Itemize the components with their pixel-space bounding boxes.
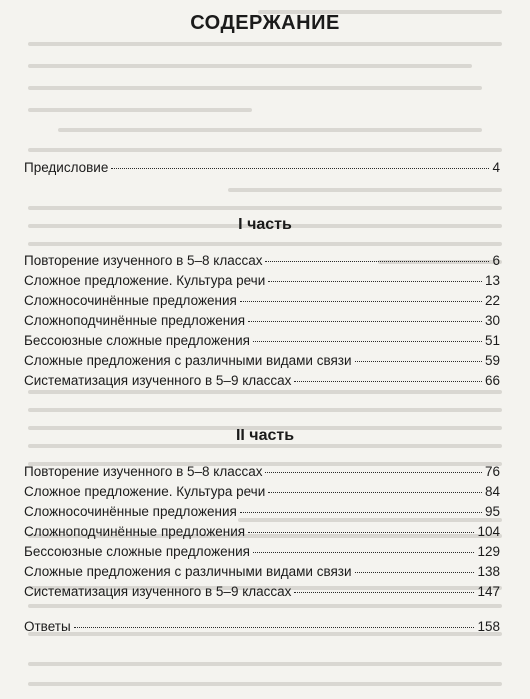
page-title: СОДЕРЖАНИЕ <box>190 12 340 34</box>
toc-entry-label: Сложное предложение. Культура речи <box>24 273 266 288</box>
dot-leader <box>294 592 474 593</box>
toc-entry-label: Сложноподчинённые предложения <box>24 524 246 539</box>
dot-leader <box>240 301 482 302</box>
toc-page-number: 66 <box>484 373 500 388</box>
toc-entry-label: Повторение изученного в 5–8 классах <box>24 464 263 479</box>
toc-page-number: 129 <box>477 544 500 559</box>
toc-entry[interactable] <box>24 543 500 561</box>
toc-entry[interactable] <box>24 503 500 521</box>
toc-entry-label: Сложносочинённые предложения <box>24 293 237 308</box>
toc-entry[interactable] <box>24 272 500 290</box>
toc-page-number: 13 <box>484 273 500 288</box>
toc-entry-label: Ответы <box>24 619 71 634</box>
toc-entry-label: Сложное предложение. Культура речи <box>24 484 266 499</box>
toc-entry-label: Систематизация изученного в 5–9 классах <box>24 373 292 388</box>
toc-entry-label: Бессоюзные сложные предложения <box>24 544 250 559</box>
toc-page-number: 95 <box>484 504 500 519</box>
toc-entry-label: Повторение изученного в 5–8 классах <box>24 253 263 268</box>
toc-page-number: 104 <box>477 524 500 539</box>
toc-entry-label: Систематизация изученного в 5–9 классах <box>24 584 292 599</box>
toc-entry-label: Сложные предложения с различными видами связи <box>24 353 352 368</box>
toc-page-number: 4 <box>492 160 500 175</box>
dot-leader <box>294 381 482 382</box>
dot-leader <box>268 281 482 282</box>
toc-page-number: 6 <box>492 253 500 268</box>
toc-entry[interactable] <box>24 583 500 601</box>
toc-entry[interactable] <box>24 463 500 481</box>
toc-entry-label: Бессоюзные сложные предложения <box>24 333 250 348</box>
toc-entry-label: Сложноподчинённые предложения <box>24 313 246 328</box>
dot-leader <box>248 321 482 322</box>
part-1-title: I часть <box>238 216 292 233</box>
toc-entry[interactable] <box>24 332 500 350</box>
dot-leader <box>74 627 475 628</box>
toc-entry[interactable] <box>24 252 500 270</box>
toc-page-number: 138 <box>477 564 500 579</box>
toc-entry-answers[interactable] <box>24 618 500 636</box>
dot-leader <box>355 361 482 362</box>
toc-page-number: 76 <box>484 464 500 479</box>
toc-entry[interactable] <box>24 352 500 370</box>
dot-leader <box>240 512 482 513</box>
toc-page-number: 147 <box>477 584 500 599</box>
toc-page-number: 59 <box>484 353 500 368</box>
toc-page-number: 84 <box>484 484 500 499</box>
dot-leader <box>111 168 489 169</box>
dot-leader <box>355 572 475 573</box>
toc-entry[interactable] <box>24 292 500 310</box>
toc-page-number: 51 <box>484 333 500 348</box>
dot-leader <box>248 532 474 533</box>
toc-entry-preface[interactable] <box>24 159 500 177</box>
toc-entry-label: Сложные предложения с различными видами связи <box>24 564 352 579</box>
toc-entry-label: Предисловие <box>24 160 109 175</box>
toc-page-number: 22 <box>484 293 500 308</box>
toc-entry[interactable] <box>24 372 500 390</box>
dot-leader <box>268 492 482 493</box>
toc-page-number: 30 <box>484 313 500 328</box>
dot-leader <box>265 261 489 262</box>
dot-leader <box>253 552 474 553</box>
toc-entry-label: Сложносочинённые предложения <box>24 504 237 519</box>
part-2-title: II часть <box>235 427 295 444</box>
toc-entry[interactable] <box>24 312 500 330</box>
toc-page-number: 158 <box>477 619 500 634</box>
toc-entry[interactable] <box>24 523 500 541</box>
dot-leader <box>253 341 482 342</box>
toc-entry[interactable] <box>24 483 500 501</box>
toc-entry[interactable] <box>24 563 500 581</box>
dot-leader <box>265 472 481 473</box>
